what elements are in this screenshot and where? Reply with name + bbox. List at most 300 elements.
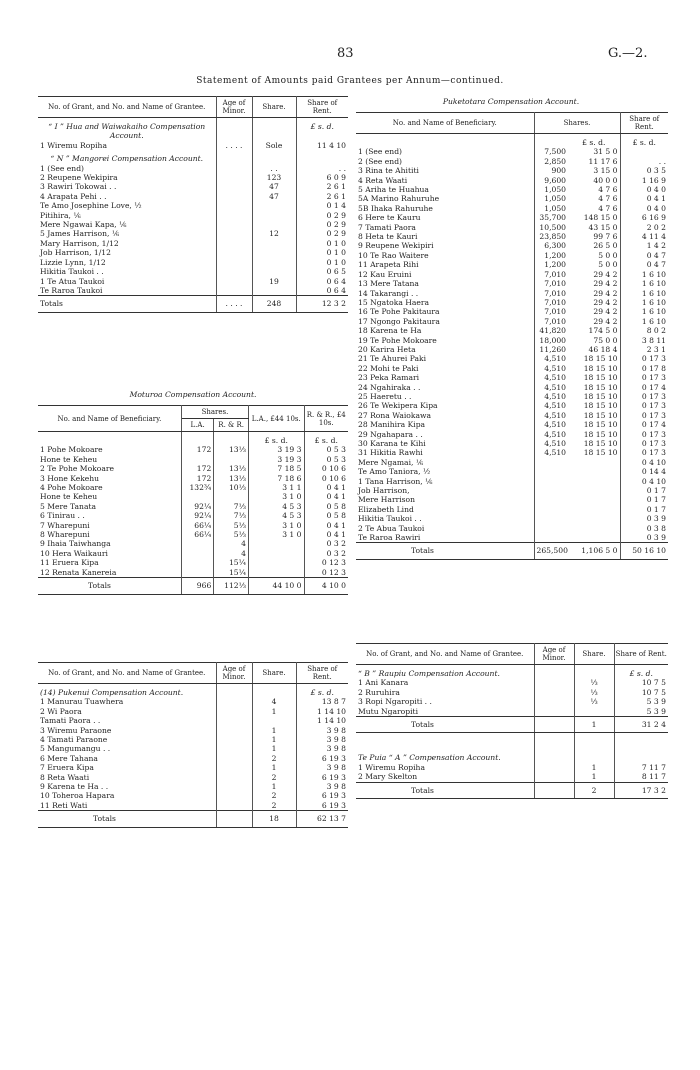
row-rr-amount: 0 4 1 (326, 530, 346, 540)
row-la: 66¼ (181, 530, 213, 539)
col-share: Share. (252, 97, 296, 118)
row-shares: 11,260 (539, 344, 566, 354)
row-rent: 0 6 4 (326, 276, 346, 286)
table-row (356, 486, 668, 495)
row-name: 3 Rina te Ahititi (356, 166, 534, 175)
row-name: 17 Ngongo Pakitaura (356, 317, 534, 326)
totals-rent: 31 2 4 (614, 717, 668, 733)
row-amount: 29 4 2 (568, 307, 620, 316)
moturoa-table (38, 405, 348, 595)
row-rent: 0 4 7 (646, 250, 667, 260)
row-shares (534, 533, 568, 543)
row-shares: 7,010 (544, 288, 566, 298)
row-amount: 18 15 10 (568, 364, 620, 373)
table-row (38, 801, 348, 811)
table-row (356, 194, 668, 203)
row-name: Te Amo Taniora, ½ (356, 467, 534, 476)
row-name: 5B Ihaka Rahuruhe (356, 204, 534, 213)
row-rent: 1 4 2 (646, 241, 667, 251)
table-row (356, 251, 668, 260)
totals-amount: 1,106 5 0 (568, 543, 620, 559)
row-age (216, 697, 252, 706)
row-name: 25 Haeretu . . (356, 392, 534, 401)
table-row (356, 688, 668, 697)
row-rent: 13 8 7 (321, 697, 346, 707)
row-name: 20 Karira Heta (356, 345, 534, 354)
table-row (356, 176, 668, 185)
row-name: 11 Reti Wati (38, 801, 216, 811)
lsd-header: £ s. d. (568, 134, 620, 148)
row-name: 29 Ngahapara . . (356, 430, 534, 439)
row-la-amount (249, 539, 305, 548)
row-name: 7 Eruera Kipa (38, 763, 216, 772)
row-name: 3 Rawiri Tokowai . . (38, 182, 216, 191)
row-shares: 4,510 (544, 439, 566, 448)
row-rent: 0 3 5 (646, 166, 667, 176)
row-rent: 0 4 10 (641, 457, 667, 467)
row-name: 1 Wiremu Ropiha (38, 141, 216, 150)
row-share: 2 (252, 754, 296, 763)
row-shares: 41,820 (539, 326, 566, 336)
row-rent: 1 6 10 (641, 279, 667, 289)
row-amount (568, 486, 620, 495)
row-la-amount: 4 5 3 (249, 502, 305, 511)
row-shares (534, 505, 568, 514)
row-amount: 4 7 6 (568, 194, 620, 203)
row-la: 172 (181, 445, 213, 454)
table-row (38, 483, 348, 492)
row-name: Lizzie Lynn, 1/12 (38, 258, 216, 267)
row-rr: 10⅓ (214, 483, 249, 492)
row-amount: 18 15 10 (568, 439, 620, 448)
row-shares: 35,700 (539, 213, 566, 223)
row-la: 92¼ (181, 511, 213, 520)
row-name: 7 Tamati Paora (356, 223, 534, 232)
row-amount: 18 15 10 (568, 420, 620, 429)
row-shares: 4,510 (544, 429, 566, 439)
table-row (356, 697, 668, 706)
mangorei-grantees-table (38, 96, 348, 313)
lsd-header: £ s. d. (629, 669, 653, 678)
row-rent: 1 6 10 (641, 269, 667, 279)
row-rent: 1 14 10 (317, 716, 346, 726)
row-shares: 4,510 (544, 382, 566, 392)
row-rent: 1 16 9 (641, 175, 667, 185)
totals-label: Totals (356, 717, 534, 733)
section-heading: Te Puia “ A ” Compensation Account. (356, 733, 534, 763)
row-age (216, 726, 252, 735)
table-row (356, 533, 668, 543)
table-row (38, 521, 348, 530)
table-row (356, 763, 668, 772)
col-shares: Shares. (181, 406, 248, 419)
row-age (534, 763, 574, 772)
row-name: 5 Mere Tanata (38, 502, 181, 511)
table-row (356, 477, 668, 486)
row-rent: 3 9 8 (326, 782, 346, 792)
row-name: 23 Peka Ramari (356, 373, 534, 382)
row-la-amount: 3 19 3 (249, 445, 305, 454)
row-la-amount: 3 1 0 (249, 521, 305, 530)
row-rent: 0 1 7 (646, 504, 667, 514)
row-share: 47 (252, 182, 296, 191)
row-name: Pitihira, ⅙ (38, 211, 216, 220)
row-share: ⅓ (574, 688, 614, 697)
totals-label: Totals (356, 782, 534, 798)
row-name: 6 Here te Kauru (356, 213, 534, 222)
row-rent: 0 1 0 (326, 238, 346, 248)
row-name: 4 Pohe Mokoare (38, 483, 181, 492)
row-amount: 18 15 10 (568, 411, 620, 420)
row-rr: 7⅓ (214, 511, 249, 520)
row-name: 1 Ani Kanara (356, 678, 534, 687)
row-share: 4 (252, 697, 296, 706)
table-row (356, 458, 668, 467)
row-rent: 3 9 8 (326, 735, 346, 745)
row-name: 6 Mere Tahana (38, 754, 216, 763)
row-share: 123 (252, 173, 296, 182)
row-amount: 18 15 10 (568, 392, 620, 401)
row-rr-amount: 0 4 1 (326, 520, 346, 530)
table-row (38, 763, 348, 772)
row-shares: 7,010 (544, 279, 566, 289)
table-row (356, 401, 668, 410)
row-amount (568, 477, 620, 486)
table-row (356, 430, 668, 439)
row-age (216, 192, 252, 201)
row-share: 1 (252, 763, 296, 772)
table-row (38, 791, 348, 800)
totals-rr-amount: 4 10 0 (304, 578, 348, 594)
row-rent: 0 4 7 (646, 260, 667, 270)
row-shares: 1,200 (544, 260, 566, 270)
row-rent: 0 4 0 (646, 203, 667, 213)
row-name: 2 Wi Paora (38, 707, 216, 716)
table-row (356, 213, 668, 222)
row-age (216, 201, 252, 210)
row-rr-amount: 0 5 3 (326, 445, 346, 455)
row-rent: 0 4 10 (641, 476, 667, 486)
row-la-amount (249, 558, 305, 567)
row-rent: 1 14 10 (317, 706, 346, 716)
totals-shares: 265,500 (534, 543, 568, 559)
row-name: Te Amo Josephine Love, ½ (38, 201, 216, 210)
table-row (356, 373, 668, 382)
row-name: 22 Mohi te Paki (356, 364, 534, 373)
row-age (216, 277, 252, 286)
row-age (534, 697, 574, 706)
row-name: 19 Te Pohe Mokoare (356, 336, 534, 345)
row-rent: 5 3 9 (646, 697, 666, 707)
row-rr-amount: 0 12 3 (321, 558, 346, 568)
row-shares: 900 (551, 166, 566, 176)
row-amount: 31 5 0 (568, 147, 620, 156)
row-rent: 0 1 4 (326, 201, 346, 211)
col-rent: Share of Rent. (296, 97, 348, 118)
row-rent: 2 0 2 (646, 222, 667, 232)
table-row (38, 182, 348, 191)
row-la-amount: 3 1 1 (249, 483, 305, 492)
row-rr-amount: 0 12 3 (321, 567, 346, 577)
row-rent: . . (338, 163, 346, 173)
row-share: 1 (252, 735, 296, 744)
row-la (181, 549, 213, 558)
table-row (356, 223, 668, 232)
row-rent: 1 6 10 (641, 288, 667, 298)
row-age (216, 229, 252, 238)
row-name: 15 Ngatoka Haera (356, 298, 534, 307)
lsd-header: £ s. d. (632, 138, 656, 147)
row-age (216, 744, 252, 753)
row-la (181, 558, 213, 567)
row-la (181, 539, 213, 548)
table-row (356, 514, 668, 523)
raupiu-puia-table (356, 643, 668, 799)
table-row (38, 492, 348, 501)
row-age (534, 678, 574, 687)
row-shares: 7,500 (544, 147, 566, 157)
row-shares: 7,010 (544, 307, 566, 317)
table-row (38, 782, 348, 791)
row-age (216, 182, 252, 191)
row-name: 5A Marino Rahuruhe (356, 194, 534, 203)
row-share: 1 (574, 763, 614, 772)
row-amount (568, 524, 620, 533)
row-name: 1 Tana Harrison, ⅙ (356, 477, 534, 486)
row-name: 10 Toheroa Hapara (38, 791, 216, 800)
row-shares (534, 495, 568, 504)
row-amount: 18 15 10 (568, 448, 620, 457)
row-la-amount: 7 18 6 (249, 474, 305, 483)
table-row (38, 211, 348, 220)
row-share: 2 (252, 791, 296, 800)
row-amount: 46 18 4 (568, 345, 620, 354)
row-shares: 23,850 (539, 232, 566, 242)
row-rr: 4 (214, 549, 249, 558)
row-rent: 6 19 3 (321, 753, 346, 763)
table-row (356, 204, 668, 213)
row-rr-amount: 0 4 1 (326, 492, 346, 502)
row-name: 4 Arapata Pehi . . (38, 192, 216, 201)
totals-text: Totals (40, 299, 63, 309)
row-amount: 3 15 0 (568, 166, 620, 175)
row-shares (534, 486, 568, 495)
col-la-amount: L.A., £44 10s. (249, 406, 305, 432)
row-rent: 0 6 5 (326, 267, 346, 277)
table-row (38, 773, 348, 782)
row-name: 2 Mary Skelton (356, 772, 534, 782)
row-la: 132¾ (181, 483, 213, 492)
row-age (216, 773, 252, 782)
col-beneficiary: No. and Name of Beneficiary. (38, 406, 181, 432)
totals-label: Totals (38, 811, 216, 827)
row-rr-amount: 0 5 3 (326, 454, 346, 464)
row-name: 3 Wiremu Paraone (38, 726, 216, 735)
row-name: 9 Reupene Wekipiri (356, 241, 534, 250)
col-rr: R. & R. (214, 419, 249, 432)
table-row (356, 289, 668, 298)
row-rent: 2 3 1 (646, 344, 667, 354)
table-row (356, 411, 668, 420)
row-amount: 174 5 0 (568, 326, 620, 335)
row-shares: 4,510 (544, 391, 566, 401)
totals-share: 1 (574, 717, 614, 733)
row-shares: 4,510 (544, 448, 566, 458)
row-amount: 11 17 6 (568, 157, 620, 166)
row-name: Hikitia Taukoi . . (356, 514, 534, 523)
row-name: 21 Te Ahurei Paki (356, 354, 534, 363)
row-name: 9 Ihaia Taiwhanga (38, 539, 181, 548)
totals-rr: 112⅓ (214, 578, 249, 594)
col-grantee: No. of Grant, and No. and Name of Grantee. (356, 644, 534, 665)
row-name: 2 Te Abua Taukoi (356, 524, 534, 533)
col-age: Age of Minor. (216, 663, 252, 684)
table-row (356, 467, 668, 476)
row-shares: 4,510 (544, 373, 566, 383)
row-amount: 40 0 0 (568, 176, 620, 185)
table-row (356, 420, 668, 429)
row-rr: 13⅓ (214, 445, 249, 454)
row-share: 1 (252, 726, 296, 735)
table-row (38, 549, 348, 558)
row-shares: 4,510 (544, 354, 566, 364)
row-rent: 0 1 7 (646, 495, 667, 505)
table-row (356, 147, 668, 156)
col-shares: Shares. (534, 113, 620, 134)
table-row (356, 336, 668, 345)
row-amount: 99 7 6 (568, 232, 620, 241)
row-share: 12 (252, 229, 296, 238)
row-rent: 0 17 3 (641, 410, 667, 420)
col-rr-amount: R. & R., £4 10s. (304, 406, 348, 432)
row-rent: 10 7 5 (641, 678, 666, 688)
table-row (38, 511, 348, 520)
row-name: 8 Heta te Kauri (356, 232, 534, 241)
row-amount: 26 5 0 (568, 241, 620, 250)
row-rent: 0 4 0 (646, 185, 667, 195)
table-row (38, 455, 348, 464)
row-rent: 0 14 4 (641, 467, 667, 477)
row-amount: 29 4 2 (568, 279, 620, 288)
row-name: Mere Ngawai Kapa, ⅙ (38, 220, 216, 229)
row-share (252, 248, 296, 257)
col-grantee: No. of Grant, and No. and Name of Grantee. (38, 663, 216, 684)
row-name: 1 Manurau Tuawhera (38, 697, 216, 706)
row-rent: 3 9 8 (326, 744, 346, 754)
row-rent: 6 19 3 (321, 772, 346, 782)
table-row (38, 464, 348, 473)
row-rent: 0 17 4 (641, 382, 667, 392)
row-amount: 4 7 6 (568, 185, 620, 194)
table-row (356, 392, 668, 401)
row-la (181, 568, 213, 578)
table-row (38, 568, 348, 578)
row-rent: 0 17 8 (641, 363, 667, 373)
row-rent: 3 9 8 (326, 725, 346, 735)
row-shares (534, 458, 568, 467)
row-rent: 0 17 3 (641, 391, 667, 401)
row-rent: 10 7 5 (641, 687, 666, 697)
row-age (216, 248, 252, 257)
row-amount: 18 15 10 (568, 383, 620, 392)
row-age (216, 211, 252, 220)
row-age (216, 239, 252, 248)
row-name: 1 (See end) (38, 164, 216, 173)
row-name: 5 Mangumangu . . (38, 744, 216, 753)
table-row (38, 258, 348, 267)
row-amount (568, 458, 620, 467)
row-rent: 0 17 3 (641, 401, 667, 411)
totals-label (38, 296, 216, 312)
row-name: 1 Wiremu Ropiha (356, 763, 534, 772)
totals-share: 248 (252, 296, 296, 312)
table-row (38, 726, 348, 735)
table-row (356, 166, 668, 175)
row-age (216, 286, 252, 296)
col-beneficiary: No. and Name of Beneficiary. (356, 113, 534, 134)
row-share: Sole (252, 141, 296, 150)
row-amount: 18 15 10 (568, 373, 620, 382)
row-name: 13 Mere Tatana (356, 279, 534, 288)
row-amount (568, 495, 620, 504)
section-heading: “ B ” Raupiu Compensation Account. (356, 665, 534, 679)
row-rent: 0 17 3 (641, 448, 667, 458)
row-name: 18 Karena te Ha (356, 326, 534, 335)
row-name: 8 Wharepuni (38, 530, 181, 539)
table-row (38, 277, 348, 286)
row-shares: 2,850 (544, 156, 566, 166)
col-grantee: No. of Grant, and No. and Name of Grantee. (38, 97, 216, 118)
section-heading: “ I ” Hua and Waiwakaiho Compensation Account. (38, 118, 216, 141)
row-rent: 7 11 7 (641, 762, 666, 772)
row-share (252, 716, 296, 725)
statement-title: Statement of Amounts paid Grantees per Annum—continued. (196, 76, 504, 86)
row-name: Job Harrison, (356, 486, 534, 495)
row-name: 12 Kau Eruini (356, 270, 534, 279)
row-rr (214, 455, 249, 464)
table-row (38, 201, 348, 210)
row-name: 1 Pohe Mokoare (38, 445, 181, 454)
table-row (356, 157, 668, 166)
row-rr-amount: 0 3 2 (326, 548, 346, 558)
row-shares: 18,000 (539, 335, 566, 345)
row-rent: 1 6 10 (641, 316, 667, 326)
row-rent: 2 6 1 (326, 182, 346, 192)
row-name: Tamati Paora . . (38, 716, 216, 725)
table-row (356, 241, 668, 250)
totals-rent: 62 13 7 (296, 811, 348, 827)
row-age (216, 763, 252, 772)
table-row (356, 307, 668, 316)
row-rent: 0 17 3 (641, 373, 667, 383)
row-share: 1 (574, 772, 614, 782)
row-age (534, 688, 574, 697)
table-row (356, 354, 668, 363)
totals-label: Totals (38, 578, 181, 594)
row-rr-amount: 0 4 1 (326, 483, 346, 493)
lsd-header: £ s. d. (310, 122, 334, 131)
row-name: 11 Arapeta Rihi (356, 260, 534, 269)
row-rent: 8 11 7 (641, 772, 666, 782)
pukenui-table (38, 662, 348, 828)
row-rr-amount: 0 3 2 (326, 539, 346, 549)
row-shares: 1,050 (544, 185, 566, 195)
row-name: 27 Rona Waiokawa (356, 411, 534, 420)
row-amount (568, 505, 620, 514)
row-name: 28 Manihira Kipa (356, 420, 534, 429)
row-rent: 6 19 3 (321, 791, 346, 801)
row-la: 66¼ (181, 521, 213, 530)
